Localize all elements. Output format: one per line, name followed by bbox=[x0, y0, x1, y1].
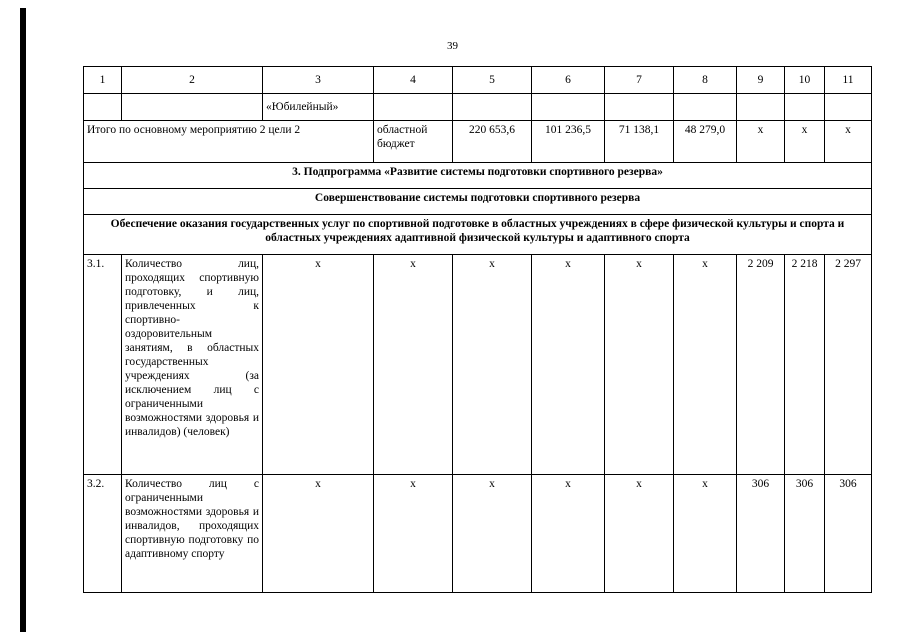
column-header: 10 bbox=[785, 67, 825, 94]
value-cell: х bbox=[605, 475, 674, 593]
table-row bbox=[84, 475, 872, 593]
total-value: 48 279,0 bbox=[674, 121, 737, 163]
value-cell: 306 bbox=[825, 475, 872, 593]
column-header: 9 bbox=[737, 67, 785, 94]
value-cell: х bbox=[532, 255, 605, 475]
value-cell: 2 218 bbox=[785, 255, 825, 475]
value-cell: х bbox=[374, 475, 453, 593]
facility-name-cell: «Юбилейный» bbox=[263, 94, 374, 121]
total-row bbox=[84, 121, 872, 163]
row-number: 3.1. bbox=[84, 255, 122, 475]
funding-source: областной бюджет bbox=[374, 121, 453, 163]
total-value: х bbox=[785, 121, 825, 163]
value-cell: 2 297 bbox=[825, 255, 872, 475]
table-row bbox=[84, 94, 872, 121]
column-header: 5 bbox=[453, 67, 532, 94]
column-header: 3 bbox=[263, 67, 374, 94]
page-margin-bar bbox=[20, 8, 26, 632]
total-value: 101 236,5 bbox=[532, 121, 605, 163]
total-value: 71 138,1 bbox=[605, 121, 674, 163]
section-row bbox=[84, 189, 872, 215]
section-title: Совершенствование системы подготовки спортивного резерва bbox=[84, 189, 872, 215]
column-header: 4 bbox=[374, 67, 453, 94]
indicator-description: Количество лиц с ограниченными возможностями здоровья и инвалидов, проходящих спортивную подготовку по адаптивному спорту bbox=[122, 475, 263, 593]
value-cell: х bbox=[453, 255, 532, 475]
value-cell: х bbox=[605, 255, 674, 475]
value-cell: х bbox=[532, 475, 605, 593]
column-header: 8 bbox=[674, 67, 737, 94]
subprogram-row bbox=[84, 163, 872, 189]
program-table bbox=[83, 66, 872, 593]
total-value: х bbox=[737, 121, 785, 163]
total-value: 220 653,6 bbox=[453, 121, 532, 163]
row-number: 3.2. bbox=[84, 475, 122, 593]
value-cell: 306 bbox=[785, 475, 825, 593]
value-cell: х bbox=[263, 255, 374, 475]
task-title: Обеспечение оказания государственных услуг по спортивной подготовке в областных учреждениях в сфере физической культуры и спорта и областных учреждениях адаптивной физической культуры и адаптивного спорта bbox=[84, 215, 872, 255]
column-header: 6 bbox=[532, 67, 605, 94]
column-header: 1 bbox=[84, 67, 122, 94]
column-header: 7 bbox=[605, 67, 674, 94]
indicator-description: Количество лиц, проходящих спортивную подготовку, и лиц, привлеченных к спортивно-оздоровительным занятиям, в областных государственных учреждениях (за исключением лиц с ограниченными возможностями здоровья и инвалидов) (человек) bbox=[122, 255, 263, 475]
subprogram-title: 3. Подпрограмма «Развитие системы подготовки спортивного резерва» bbox=[84, 163, 872, 189]
total-label: Итого по основному мероприятию 2 цели 2 bbox=[84, 121, 374, 163]
value-cell: 2 209 bbox=[737, 255, 785, 475]
value-cell: 306 bbox=[737, 475, 785, 593]
column-header: 2 bbox=[122, 67, 263, 94]
column-header: 11 bbox=[825, 67, 872, 94]
value-cell: х bbox=[374, 255, 453, 475]
task-row bbox=[84, 215, 872, 255]
page-number: 39 bbox=[447, 40, 458, 52]
column-number-row bbox=[84, 67, 872, 94]
value-cell: х bbox=[674, 475, 737, 593]
table-row bbox=[84, 255, 872, 475]
total-value: х bbox=[825, 121, 872, 163]
value-cell: х bbox=[453, 475, 532, 593]
value-cell: х bbox=[263, 475, 374, 593]
value-cell: х bbox=[674, 255, 737, 475]
